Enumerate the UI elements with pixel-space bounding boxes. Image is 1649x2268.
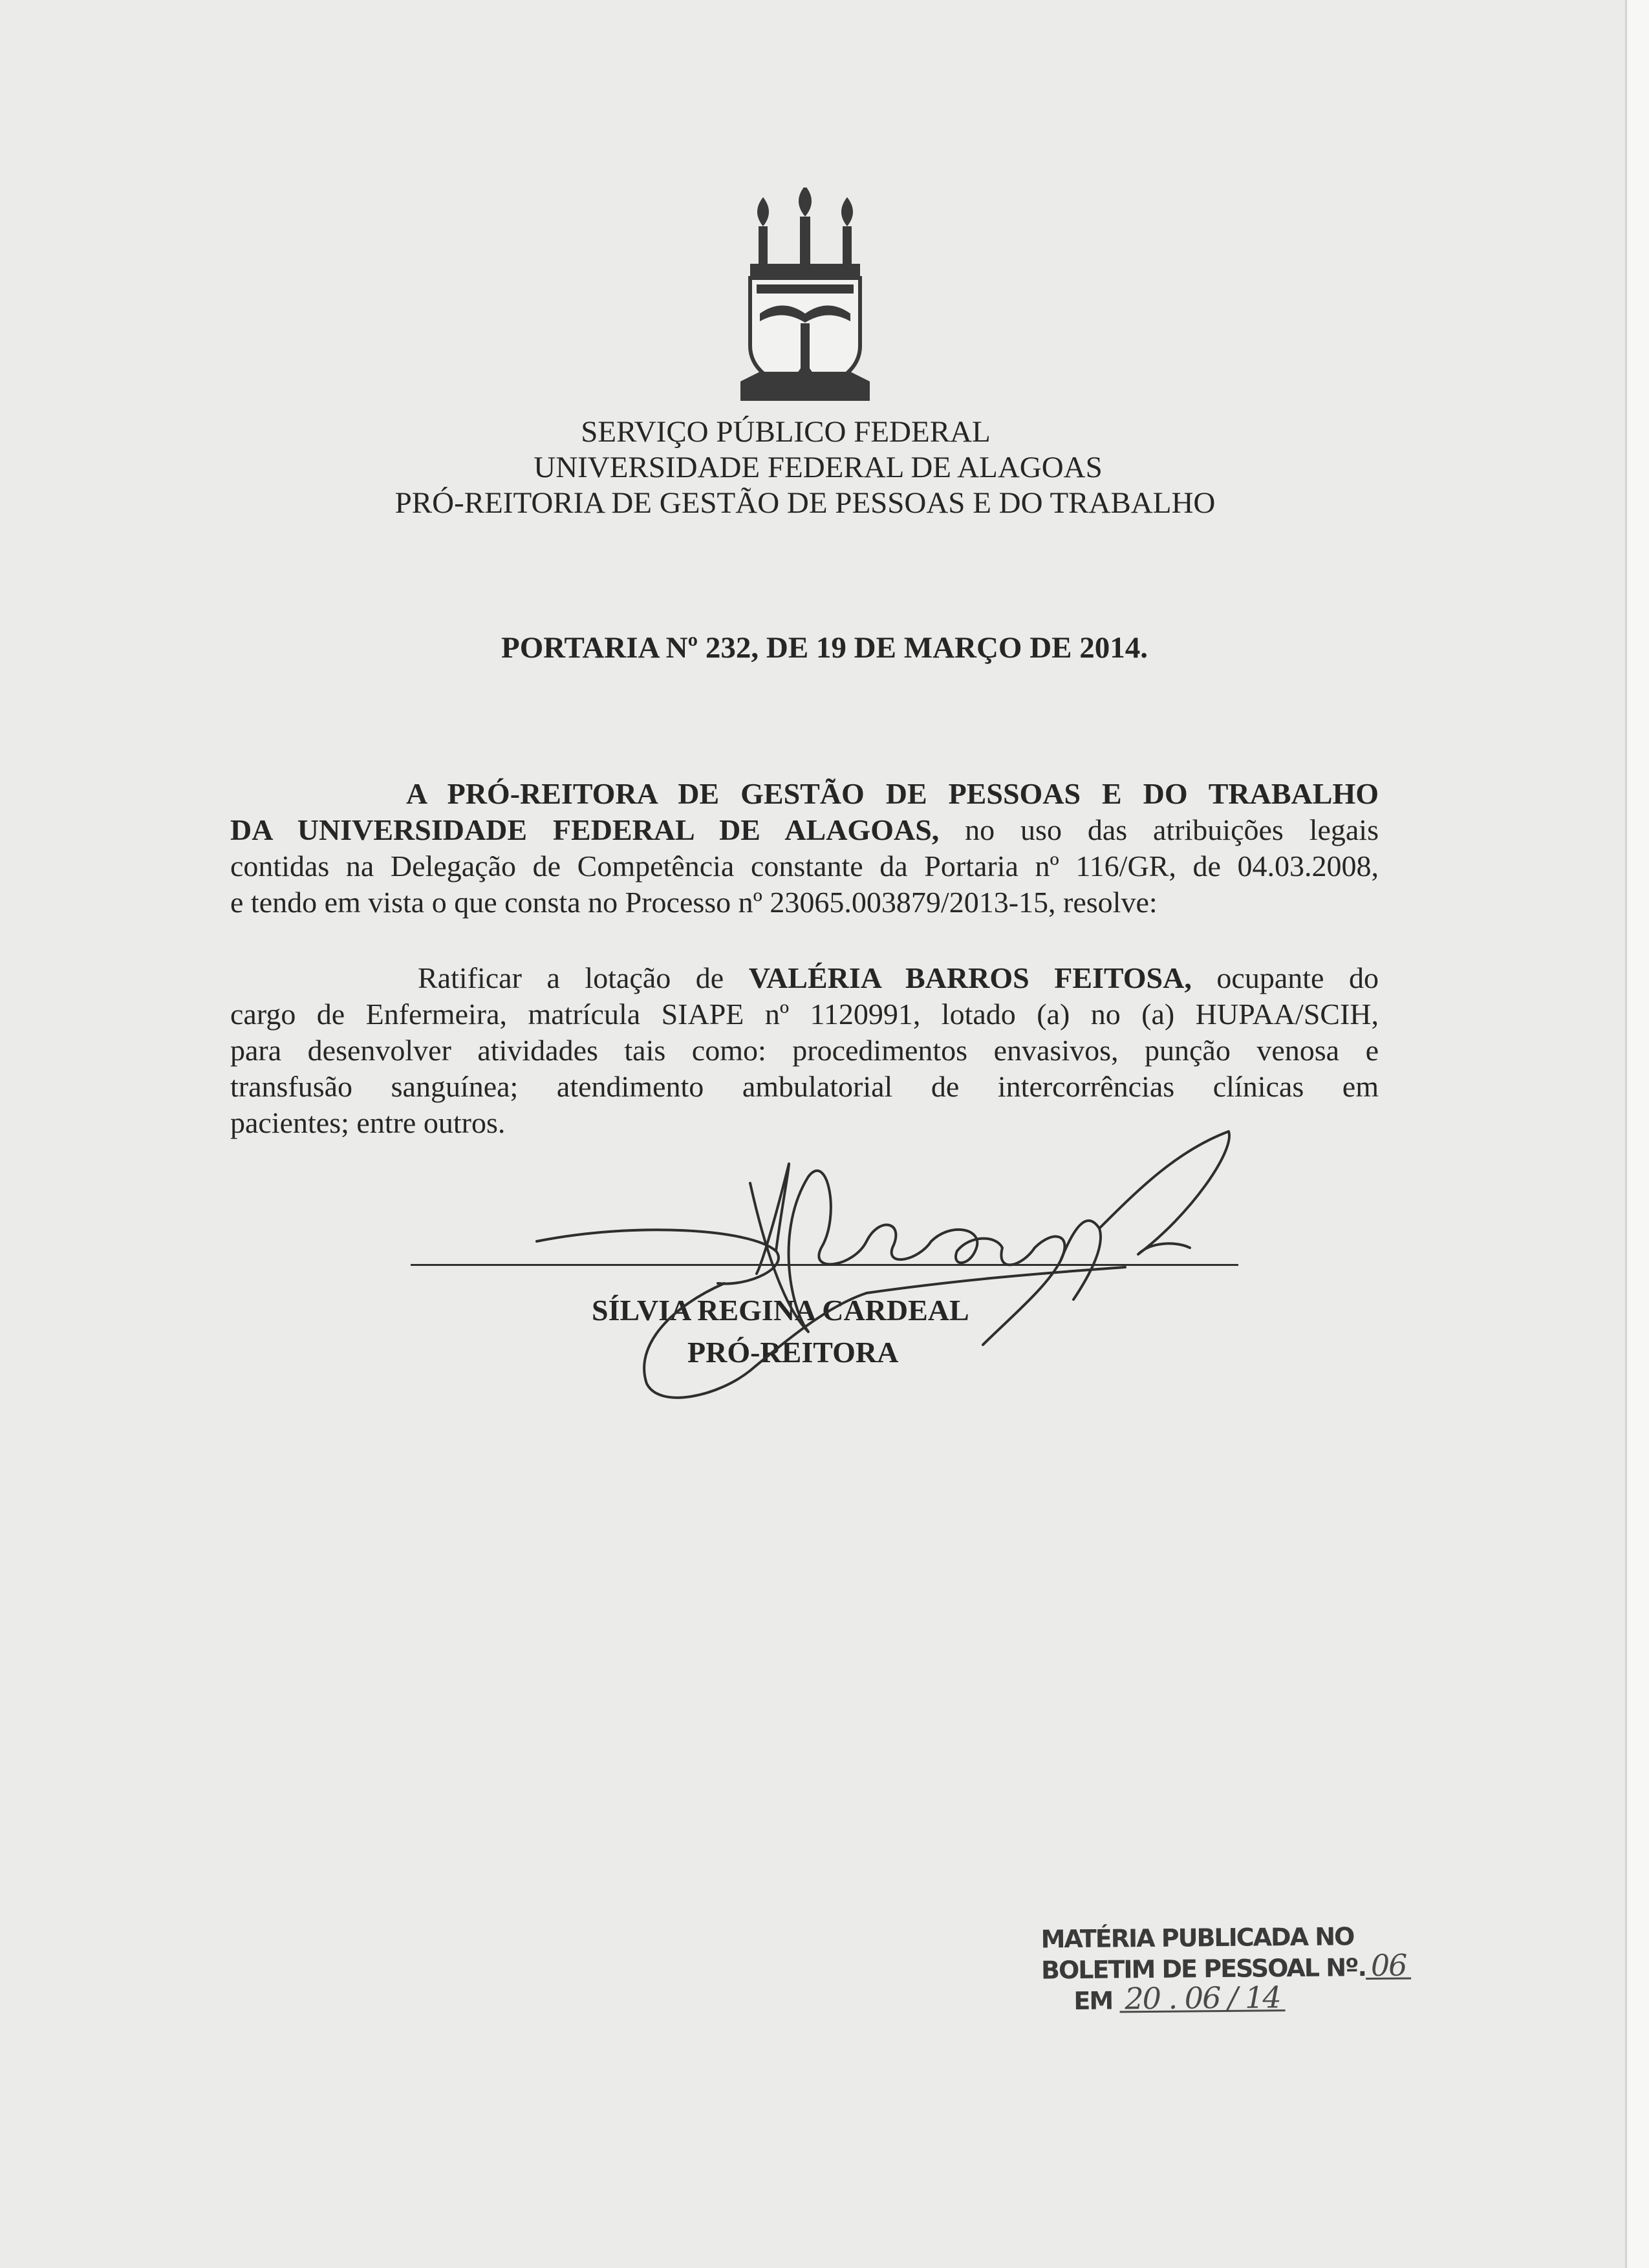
intro-line-2-bold: DA UNIVERSIDADE FEDERAL DE ALAGOAS, bbox=[230, 813, 940, 846]
stamp-date-label: EM bbox=[1073, 1986, 1113, 2016]
ratification-line-5: pacientes; entre outros. bbox=[230, 1106, 506, 1139]
intro-line-4: e tendo em vista o que consta no Processo nº 23065.003879/2013-15, resolve: bbox=[230, 886, 1158, 919]
intro-line-1: A PRÓ-REITORA DE GESTÃO DE PESSOAS E DO TRABALHO bbox=[406, 777, 1379, 810]
header-line-pro-rectorate: PRÓ-REITORIA DE GESTÃO DE PESSOAS E DO TRABALHO bbox=[394, 486, 1216, 520]
ratification-line-4: transfusão sanguínea; atendimento ambulatorial de intercorrências clínicas em bbox=[230, 1070, 1379, 1103]
stamp-bulletin-number: 06 bbox=[1366, 1952, 1412, 1980]
signatory-name: SÍLVIA REGINA CARDEAL bbox=[592, 1294, 969, 1327]
publication-stamp bbox=[1040, 1922, 1406, 2018]
header-line-university: UNIVERSIDADE FEDERAL DE ALAGOAS bbox=[534, 451, 1103, 484]
header-line-service: SERVIÇO PÚBLICO FEDERAL bbox=[581, 415, 991, 449]
ratification-line-1-pre: Ratificar a lotação de bbox=[418, 961, 749, 994]
intro-paragraph bbox=[230, 776, 1379, 921]
intro-line-3: contidas na Delegação de Competência constante da Portaria nº 116/GR, de 04.03.2008, bbox=[230, 850, 1379, 883]
stamp-date-value: 20 . 06 / 14 bbox=[1119, 1985, 1286, 2013]
intro-line-2-rest: no uso das atribuições legais bbox=[939, 813, 1379, 846]
page-margin-strip bbox=[1626, 0, 1649, 2268]
ratification-line-1 bbox=[230, 960, 1379, 996]
portaria-title: PORTARIA Nº 232, DE 19 DE MARÇO DE 2014. bbox=[501, 631, 1148, 665]
intro-line-2 bbox=[230, 812, 1379, 848]
signatory-role: PRÓ-REITORA bbox=[687, 1336, 899, 1369]
stamp-line-1: MATÉRIA PUBLICADA NO bbox=[1040, 1922, 1354, 1954]
ratification-line-3: para desenvolver atividades tais como: procedimentos envasivos, punção venosa e bbox=[230, 1034, 1379, 1067]
stamp-bulletin-label: BOLETIM DE PESSOAL Nº. bbox=[1040, 1953, 1366, 1985]
page-edge-line bbox=[1625, 0, 1627, 2268]
employee-name: VALÉRIA BARROS FEITOSA, bbox=[748, 961, 1192, 994]
ratification-line-1-post: ocupante do bbox=[1191, 961, 1379, 994]
ratification-line-2: cargo de Enfermeira, matrícula SIAPE nº 1120991, lotado (a) no (a) HUPAA/SCIH, bbox=[230, 998, 1379, 1031]
university-crest-icon bbox=[737, 187, 873, 407]
stamp-line-3 bbox=[1041, 1980, 1403, 2018]
handwritten-signature bbox=[504, 1112, 1345, 1422]
